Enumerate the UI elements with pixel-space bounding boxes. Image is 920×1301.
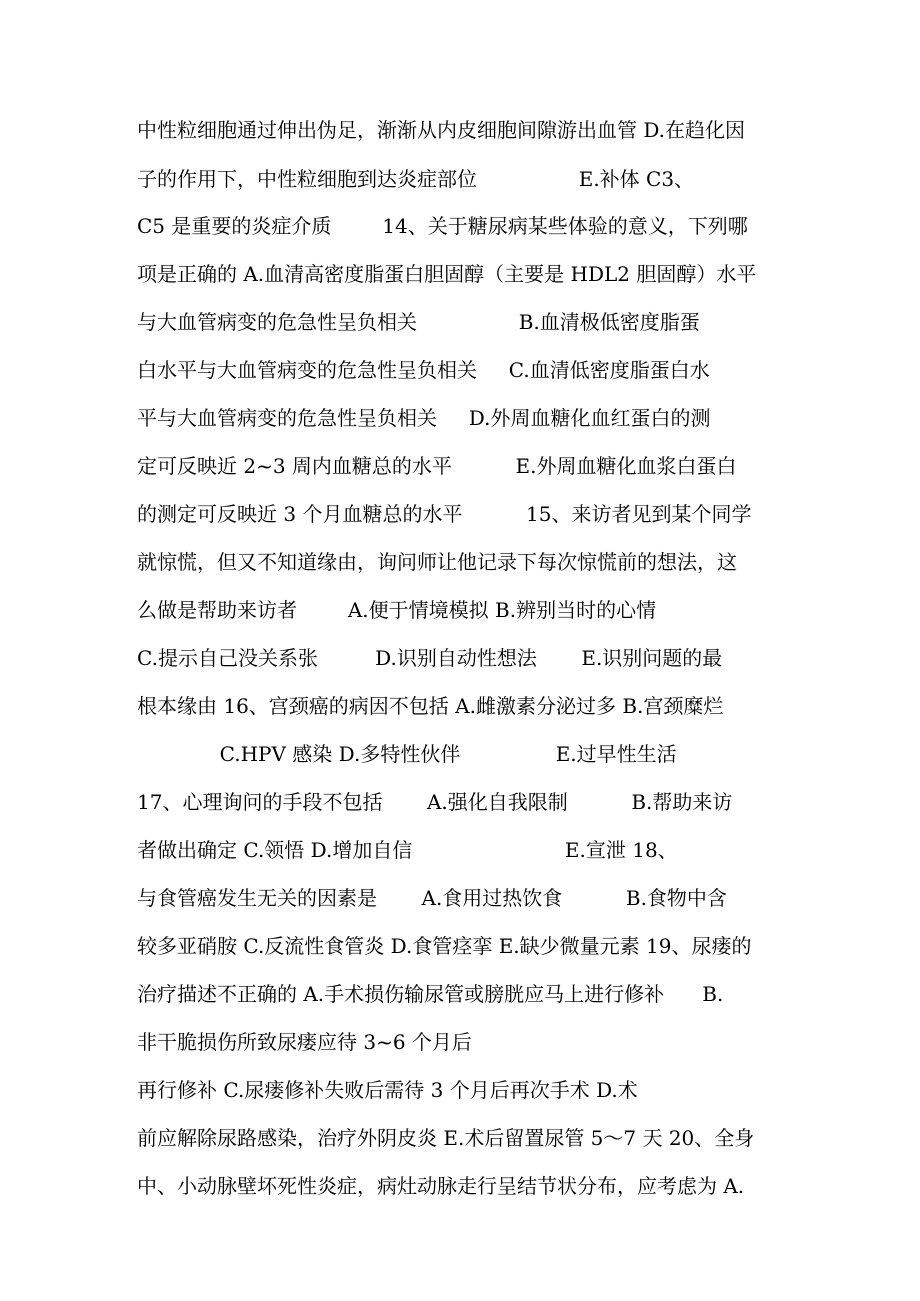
text-line: 根本缘由 16、宫颈癌的病因不包括 A.雌激素分泌过多 B.宫颈糜烂 [137,694,724,718]
text-line: 白水平与大血管病变的危急性呈负相关 C.血清低密度脂蛋白水 [137,358,710,382]
text-line: 中性粒细胞通过伸出伪足，渐渐从内皮细胞间隙游出血管 D.在趋化因 [137,118,746,142]
text-line: 平与大血管病变的危急性呈负相关 D.外周血糖化血红蛋白的测 [137,406,711,430]
text-line: 与大血管病变的危急性呈负相关 B.血清极低密度脂蛋 [137,310,700,334]
text-line: C.HPV 感染 D.多特性伙伴 E.过早性生活 [137,742,677,766]
text-line: 者做出确定 C.领悟 D.增加自信 E.宣泄 18、 [137,838,678,862]
text-line: 子的作用下，中性粒细胞到达炎症部位 E.补体 C3、 [137,167,695,191]
text-line: 中、小动脉壁坏死性炎症，病灶动脉走行呈结节状分布，应考虑为 A. [137,1174,745,1198]
text-line: 较多亚硝胺 C.反流性食管炎 D.食管痉挛 E.缺少微量元素 19、尿瘘的 [137,934,752,958]
text-line: 非干脆损伤所致尿瘘应待 3~6 个月后 [137,1030,472,1054]
text-line: 再行修补 C.尿瘘修补失败后需待 3 个月后再次手术 D.术 [137,1078,638,1102]
text-line: 项是正确的 A.血清高密度脂蛋白胆固醇（主要是 HDL2 胆固醇）水平 [137,262,757,286]
text-line: 么做是帮助来访者 A.便于情境模拟 B.辨别当时的心情 [137,598,657,622]
text-line: 前应解除尿路感染，治疗外阴皮炎 E.术后留置尿管 5～7 天 20、全身 [137,1126,755,1150]
text-line: C.提示自己没关系张 D.识别自动性想法 E.识别问题的最 [137,646,723,670]
text-line: 定可反映近 2~3 周内血糖总的水平 E.外周血糖化血浆白蛋白 [137,454,737,478]
text-line: 治疗描述不正确的 A.手术损伤输尿管或膀胱应马上进行修补 B. [137,982,724,1006]
text-line: 17、心理询问的手段不包括 A.强化自我限制 B.帮助来访 [137,790,733,814]
text-line: C5 是重要的炎症介质 14、关于糖尿病某些体验的意义，下列哪 [137,214,748,238]
text-line: 的测定可反映近 3 个月血糖总的水平 15、来访者见到某个同学 [137,502,752,526]
text-line: 与食管癌发生无关的因素是 A.食用过热饮食 B.食物中含 [137,886,727,910]
text-line: 就惊慌，但又不知道缘由，询问师让他记录下每次惊慌前的想法，这 [137,550,737,574]
